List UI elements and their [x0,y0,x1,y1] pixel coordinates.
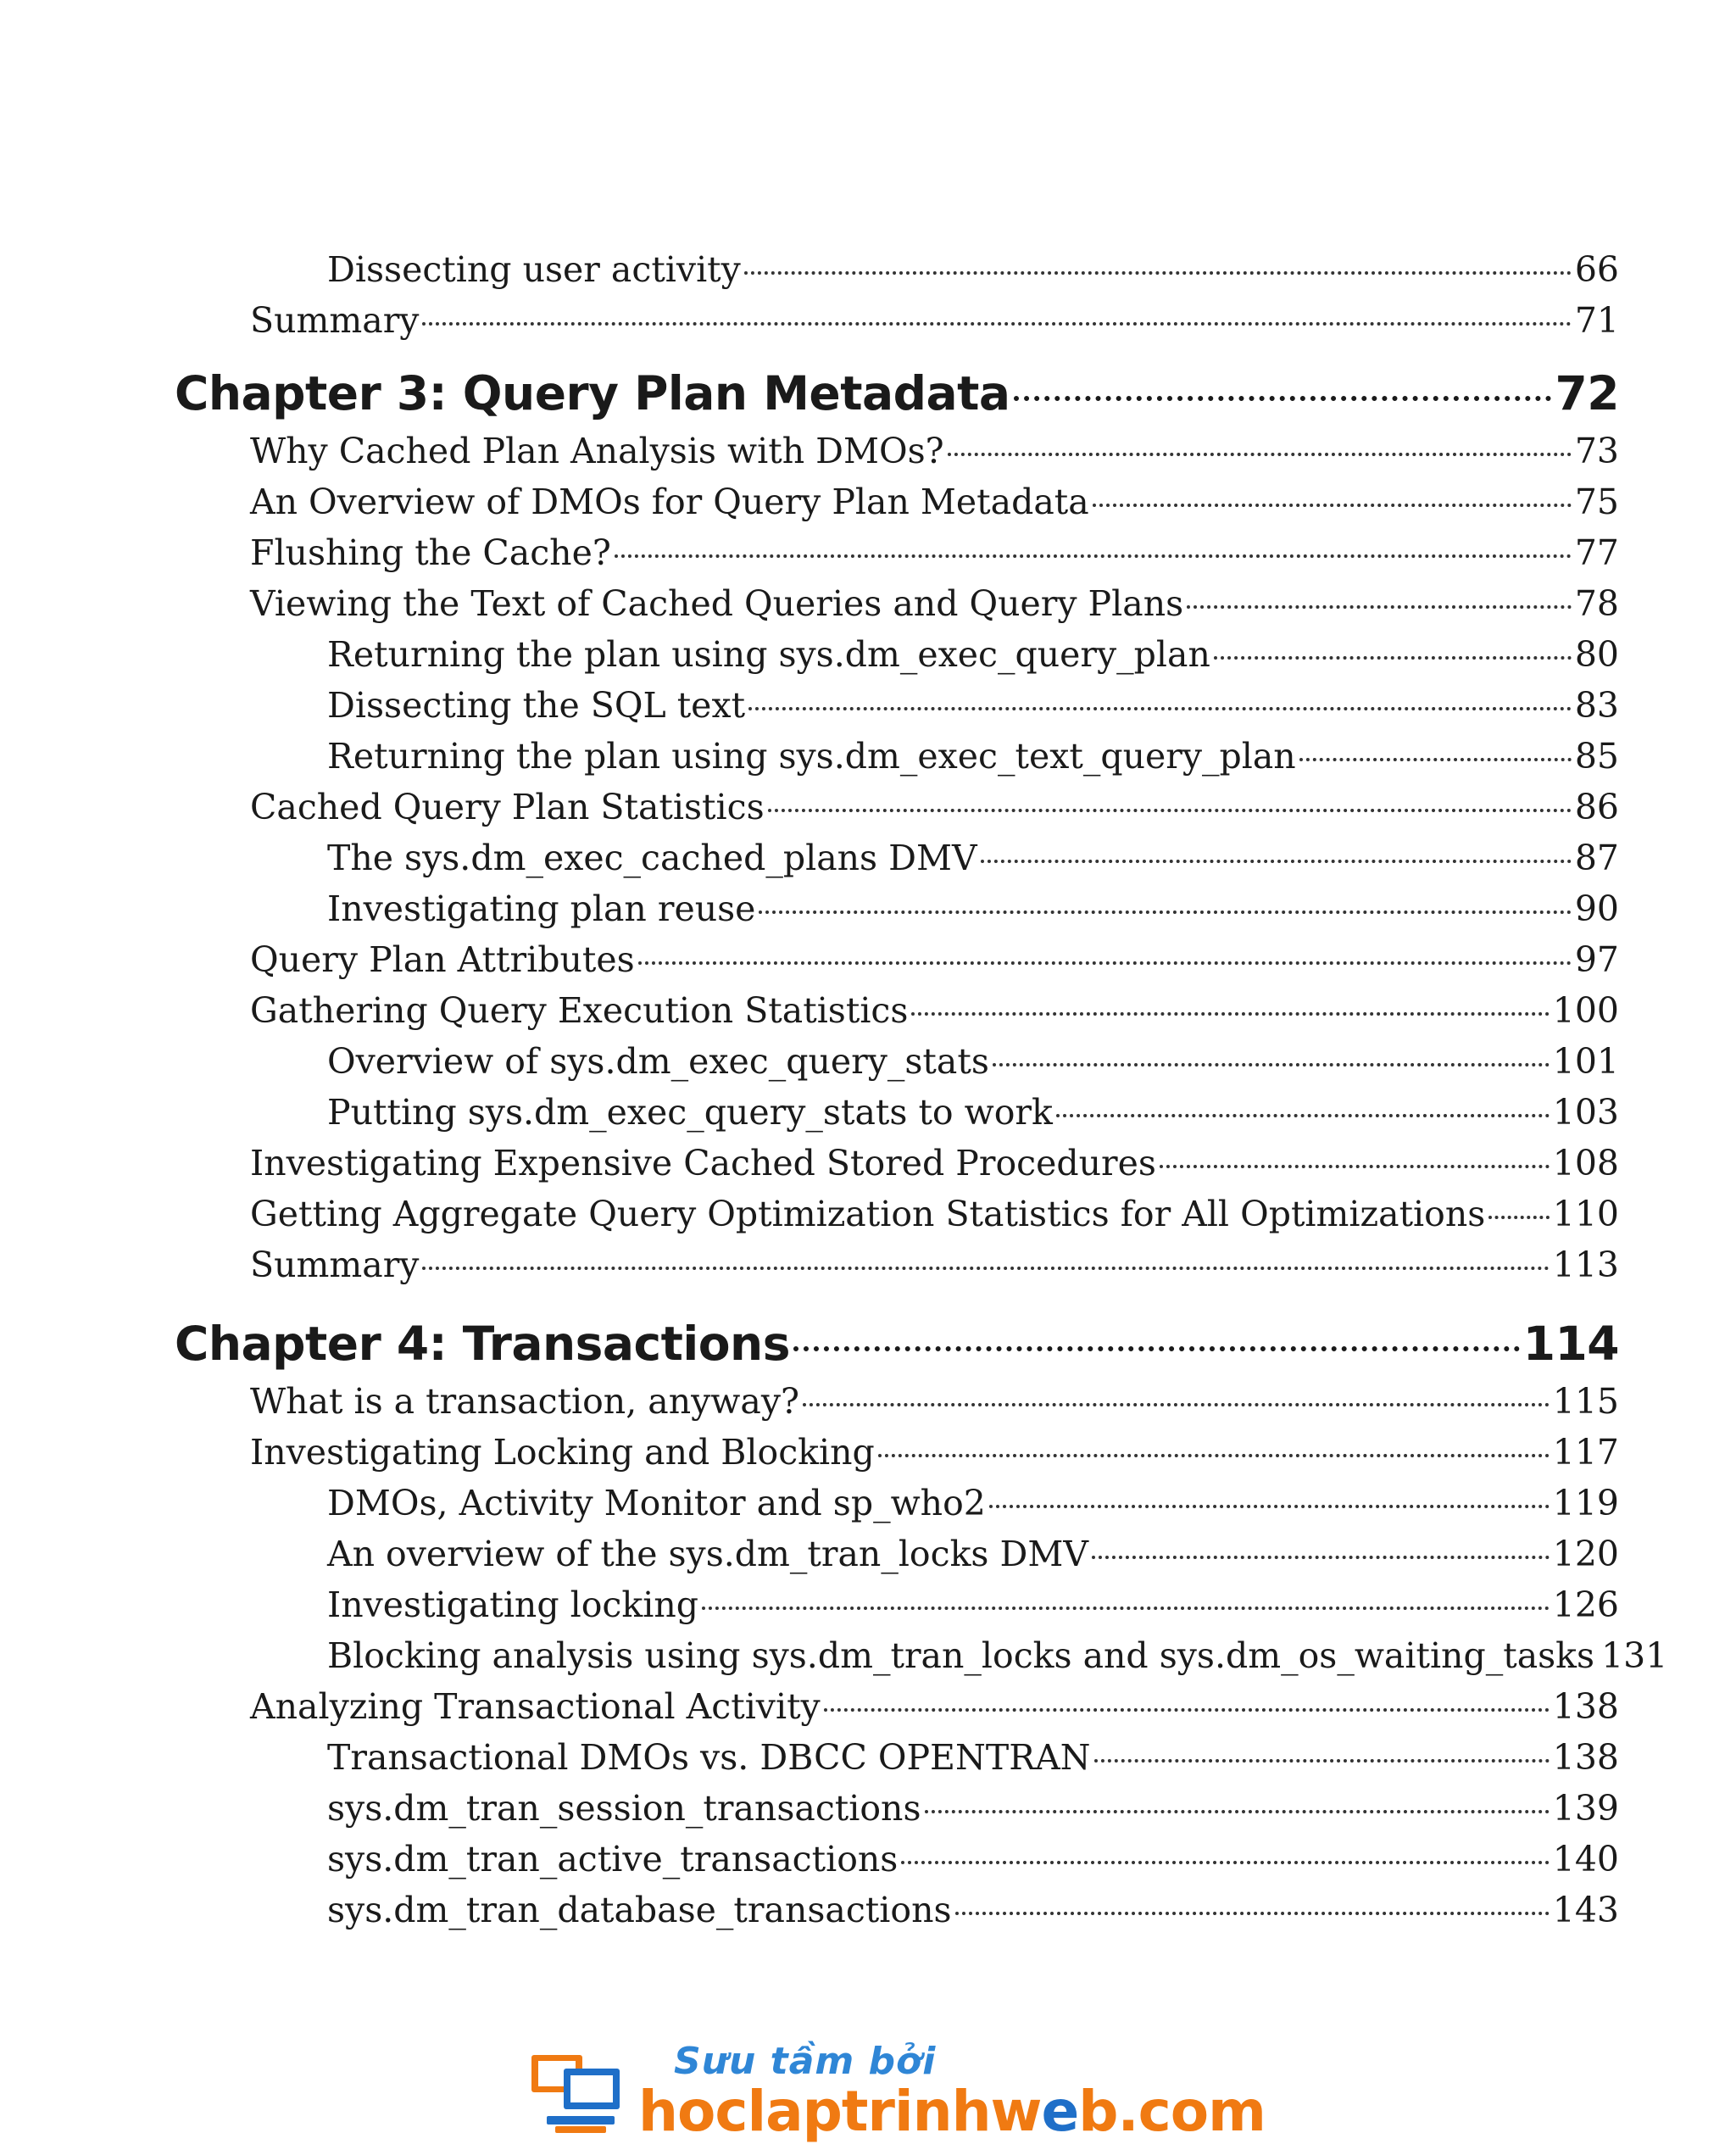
toc-entry-title: Viewing the Text of Cached Queries and Query Plans [250,583,1184,624]
toc-entry-page: 143 [1552,1890,1619,1930]
dot-leader [993,1063,1550,1066]
toc-entry-title: Investigating Locking and Blocking [250,1432,875,1473]
toc-entry-title: What is a transaction, anyway? [250,1381,799,1422]
dot-leader [948,453,1572,456]
toc-entry-page: 66 [1574,249,1619,290]
dot-leader [702,1607,1550,1610]
logo-site-main: hoclaptrinhw [638,2079,1042,2144]
dot-leader [1056,1114,1550,1117]
toc-entry-title: Summary [250,1245,420,1285]
dot-leader [803,1403,1550,1406]
toc-entry-title: Investigating Expensive Cached Stored Procedures [250,1143,1156,1183]
toc-entry-title: Getting Aggregate Query Optimization Statistics for All Optimizations [250,1194,1486,1234]
toc-entry[interactable] [327,1584,1619,1626]
toc-entry[interactable] [250,1685,1619,1728]
logo-site-tail: b.com [1078,2079,1266,2144]
toc-entry-page: 90 [1574,888,1619,929]
toc-entry-title: Returning the plan using sys.dm_exec_text_query_plan [327,736,1296,777]
dot-leader [1092,1556,1550,1559]
toc-entry-page: 120 [1552,1534,1619,1574]
toc-entry-page: 139 [1552,1788,1619,1829]
toc-entry[interactable] [327,888,1619,930]
toc-entry[interactable] [327,1736,1619,1779]
computer-logo-icon [530,2050,623,2135]
toc-entry[interactable] [327,1091,1619,1133]
toc-entry-page: 80 [1574,634,1619,675]
toc-entry-title: Cached Query Plan Statistics [250,787,765,827]
toc-entry-page: 100 [1552,990,1619,1031]
toc-entry[interactable] [327,837,1619,879]
toc-entry[interactable] [327,735,1619,777]
dot-leader [748,707,1572,710]
logo-site-name [638,2079,1266,2144]
dot-leader [1014,396,1552,401]
toc-entry-title: Summary [250,300,420,341]
toc-chapter-page: 114 [1522,1317,1619,1371]
toc-chapter-title: Chapter 4: Transactions [175,1317,790,1371]
toc-entry-page: 110 [1552,1194,1619,1234]
toc-entry[interactable] [327,1889,1619,1931]
toc-entry-page: 75 [1574,482,1619,522]
toc-entry-page: 71 [1574,300,1619,341]
dot-leader [1093,504,1572,507]
toc-entry[interactable] [327,248,1619,291]
toc-entry-page: 119 [1552,1483,1619,1523]
toc-entry-title: Putting sys.dm_exec_query_stats to work [327,1092,1053,1133]
toc-entry-page: 73 [1574,431,1619,471]
dot-leader [981,860,1572,863]
toc-entry[interactable] [327,1040,1619,1083]
dot-leader [824,1708,1550,1712]
toc-chapter-page: 72 [1555,366,1619,420]
toc-entry[interactable] [250,481,1619,523]
toc-entry[interactable] [250,1142,1619,1184]
toc-entry[interactable] [250,989,1619,1032]
toc-entry-page: 101 [1552,1041,1619,1082]
dot-leader [1160,1165,1550,1168]
toc-entry-title: Gathering Query Execution Statistics [250,990,909,1031]
dot-leader [1214,656,1572,660]
toc-entry-page: 126 [1552,1584,1619,1625]
toc-entry-title: Investigating plan reuse [327,888,756,929]
toc-chapter-heading[interactable] [175,366,1619,420]
toc-entry-title: sys.dm_tran_session_transactions [327,1788,921,1829]
toc-entry-page: 77 [1574,532,1619,573]
toc-entry-page: 86 [1574,787,1619,827]
toc-entry-page: 140 [1552,1839,1619,1879]
toc-entry-page: 131 [1601,1635,1668,1676]
toc-chapter-heading[interactable] [175,1317,1619,1371]
toc-entry[interactable] [250,1380,1619,1423]
toc-entry[interactable] [327,1533,1619,1575]
toc-entry-page: 113 [1552,1245,1619,1285]
toc-entry-page: 97 [1574,939,1619,980]
toc-entry[interactable] [250,299,1619,342]
toc-entry-page: 108 [1552,1143,1619,1183]
toc-entry[interactable] [327,1634,1668,1677]
dot-leader [638,961,1572,965]
toc-entry[interactable] [250,1431,1619,1473]
dot-leader [1488,1216,1549,1219]
dot-leader [759,911,1571,914]
toc-entry[interactable] [250,532,1619,574]
toc-entry-page: 138 [1552,1686,1619,1727]
dot-leader [911,1012,1549,1016]
toc-entry-page: 115 [1552,1381,1619,1422]
toc-entry-title: Returning the plan using sys.dm_exec_query_plan [327,634,1210,675]
toc-entry-title: Flushing the Cache? [250,532,611,573]
toc-entry-title: Dissecting user activity [327,249,741,290]
toc-entry-title: Overview of sys.dm_exec_query_stats [327,1041,989,1082]
toc-entry[interactable] [327,684,1619,727]
dot-leader [1094,1759,1550,1763]
toc-entry[interactable] [327,1838,1619,1880]
toc-entry-title: DMOs, Activity Monitor and sp_who2 [327,1483,986,1523]
toc-entry-page: 103 [1552,1092,1619,1133]
toc-entry-title: Transactional DMOs vs. DBCC OPENTRAN [327,1737,1091,1778]
toc-entry-title: Blocking analysis using sys.dm_tran_locks and sys.dm_os_waiting_tasks [327,1635,1595,1676]
toc-entry-page: 138 [1552,1737,1619,1778]
dot-leader [989,1505,1550,1508]
toc-entry-title: An overview of the sys.dm_tran_locks DMV [327,1534,1088,1574]
toc-entry[interactable] [250,430,1619,472]
toc-chapter-title: Chapter 3: Query Plan Metadata [175,366,1010,420]
toc-entry[interactable] [250,786,1619,828]
toc-entry-title: Why Cached Plan Analysis with DMOs? [250,431,944,471]
toc-entry-page: 85 [1574,736,1619,777]
dot-leader [422,322,1571,326]
dot-leader [878,1454,1550,1457]
toc-entry[interactable] [250,1244,1619,1286]
toc-entry[interactable] [250,1193,1619,1235]
toc-entry-title: Investigating locking [327,1584,698,1625]
toc-entry-page: 83 [1574,685,1619,726]
logo-tagline: Sưu tầm bởi [674,2040,937,2083]
watermark-logo[interactable] [530,2038,1266,2144]
dot-leader [768,809,1572,812]
dot-leader [955,1912,1550,1915]
toc-entry-title: sys.dm_tran_database_transactions [327,1890,952,1930]
toc-entry[interactable] [250,582,1619,625]
toc-entry-title: sys.dm_tran_active_transactions [327,1839,899,1879]
toc-entry-title: Dissecting the SQL text [327,685,746,726]
toc-entry-title: Analyzing Transactional Activity [250,1686,821,1727]
toc-entry-title: Query Plan Attributes [250,939,635,980]
dot-leader [1187,605,1572,609]
toc-entry-title: The sys.dm_exec_cached_plans DMV [327,838,977,878]
dot-leader [1299,758,1572,761]
toc-entry[interactable] [250,938,1619,981]
dot-leader [793,1346,1520,1351]
toc-entry-title: An Overview of DMOs for Query Plan Metadata [250,482,1089,522]
dot-leader [901,1861,1549,1864]
logo-site-accent: e [1041,2079,1079,2144]
dot-leader [615,554,1572,558]
toc-entry-page: 78 [1574,583,1619,624]
toc-entry[interactable] [327,1787,1619,1829]
toc-entry[interactable] [327,633,1619,676]
toc-entry-page: 117 [1552,1432,1619,1473]
dot-leader [744,271,1572,275]
dot-leader [925,1810,1550,1813]
toc-entry[interactable] [327,1482,1619,1524]
toc-entry-page: 87 [1574,838,1619,878]
dot-leader [422,1267,1549,1270]
